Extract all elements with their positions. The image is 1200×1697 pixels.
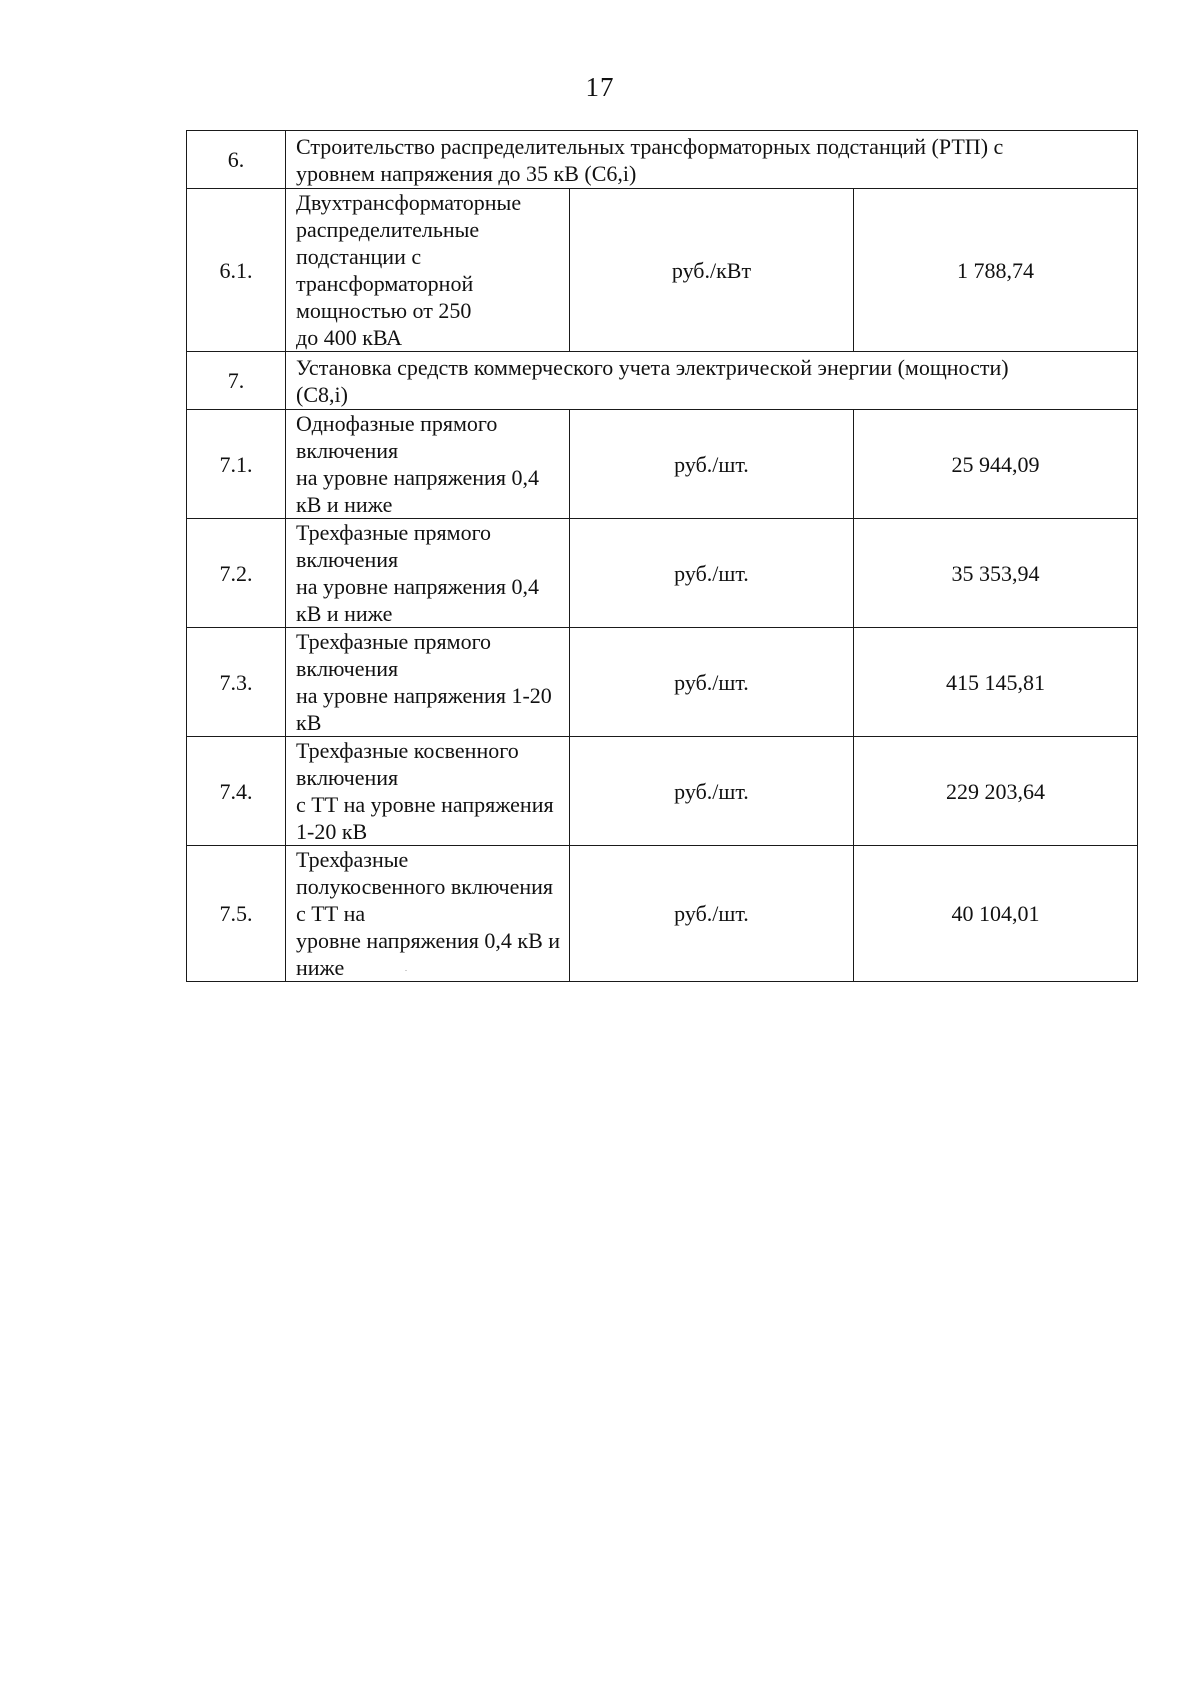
row-number: 7.3.: [187, 628, 286, 737]
item-name-text: Трехфазные прямого включения на уровне напряжения 1-20 кВ: [296, 629, 552, 735]
item-value: 35 353,94: [854, 519, 1138, 628]
item-unit: руб./шт.: [570, 737, 854, 846]
item-value: 1 788,74: [854, 189, 1138, 352]
item-name-text: Трехфазные косвенного включения с ТТ на уровне напряжения 1-20 кВ: [296, 738, 554, 844]
item-value: 229 203,64: [854, 737, 1138, 846]
tariff-table: [186, 130, 1138, 982]
item-unit: руб./шт.: [570, 410, 854, 519]
row-number: 7.2.: [187, 519, 286, 628]
row-number: 6.1.: [187, 189, 286, 352]
table-row-7-5: [187, 846, 1138, 982]
table-row-7-3: [187, 628, 1138, 737]
row-number: 7.: [187, 352, 286, 410]
item-unit: руб./шт.: [570, 628, 854, 737]
item-unit: руб./кВт: [570, 189, 854, 352]
scan-speck: [405, 970, 407, 971]
page-number: 17: [585, 72, 615, 102]
item-name: [286, 628, 570, 737]
table-row-section-6: [187, 131, 1138, 189]
item-name: [286, 846, 570, 982]
section-title: [286, 352, 1138, 410]
row-number: 7.5.: [187, 846, 286, 982]
row-number: 7.4.: [187, 737, 286, 846]
item-value: 40 104,01: [854, 846, 1138, 982]
table-row-7-2: [187, 519, 1138, 628]
item-name: [286, 519, 570, 628]
item-name: [286, 189, 570, 352]
row-number: 7.1.: [187, 410, 286, 519]
section-title: [286, 131, 1138, 189]
row-number: 6.: [187, 131, 286, 189]
item-unit: руб./шт.: [570, 519, 854, 628]
item-name-text: Двухтрансформаторные распределительные подстанции с трансформаторной мощностью от 250 до 400 кВА: [296, 190, 522, 350]
item-name-text: Трехфазные прямого включения на уровне напряжения 0,4 кВ и ниже: [296, 520, 539, 626]
item-name-text: Однофазные прямого включения на уровне напряжения 0,4 кВ и ниже: [296, 411, 539, 517]
item-value: 415 145,81: [854, 628, 1138, 737]
item-unit: руб./шт.: [570, 846, 854, 982]
item-name: [286, 737, 570, 846]
section-title-text: Установка средств коммерческого учета электрической энергии (мощности) (С8,i): [296, 354, 1009, 407]
table-row-7-1: [187, 410, 1138, 519]
table-row-7-4: [187, 737, 1138, 846]
item-name-text: Трехфазные полукосвенного включения с ТТ на уровне напряжения 0,4 кВ и ниже: [296, 847, 561, 980]
item-value: 25 944,09: [854, 410, 1138, 519]
item-name: [286, 410, 570, 519]
section-title-text: Строительство распределительных трансформаторных подстанций (РТП) с уровнем напряжения до 35 кВ (С6,i): [296, 133, 1004, 186]
table-row-section-7: [187, 352, 1138, 410]
table-row-6-1: [187, 189, 1138, 352]
